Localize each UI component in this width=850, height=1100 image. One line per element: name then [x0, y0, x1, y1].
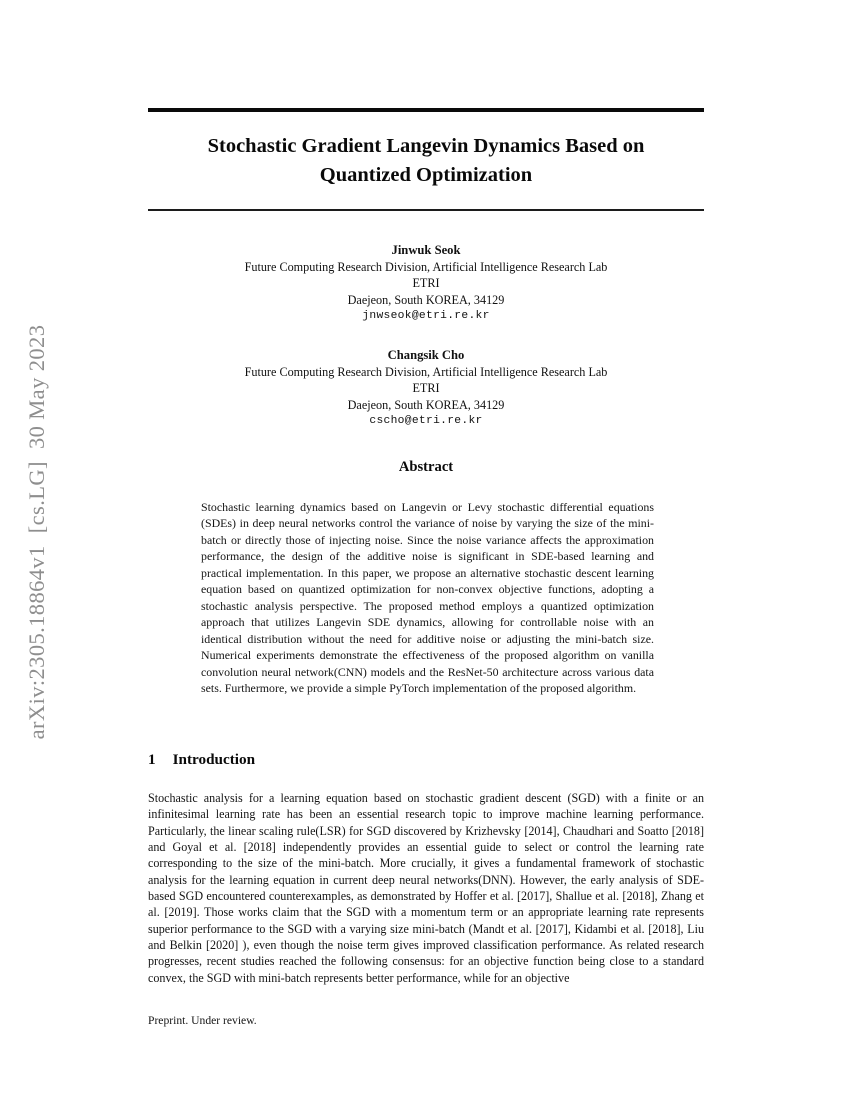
author-institution: ETRI — [412, 276, 440, 291]
arxiv-watermark: arXiv:2305.18864v1 [cs.LG] 30 May 2023 — [24, 324, 49, 740]
author-institution: ETRI — [412, 381, 440, 396]
author-address: Daejeon, South KOREA, 34129 — [347, 292, 505, 307]
section-title: Introduction — [172, 751, 256, 768]
section-heading-introduction — [148, 751, 704, 769]
paper-title — [148, 132, 704, 190]
author-affiliation: Future Computing Research Division, Artificial Intelligence Research Lab — [244, 259, 608, 274]
introduction-paragraph: Stochastic analysis for a learning equation based on stochastic gradient descent (SGD) with a finite or an infinitesimal learning rate has been an essential research topic to improve machine learning performance. Particularly, the linear scaling rule(LSR) for SGD discovered by Krizhevsky [2014], Chaudhari and Soatto [2018] and Goyal et al. [2018] independently provides an essential guide to select or control the learning rate corresponding to the size of the mini-batch. More crucially, it gives a fundamental framework of stochastic analysis for the learning equation in current deep neural networks(DNN). However, the early analysis of SDE-based SGD encountered counterexamples, as demonstrated by Hoffer et al. [2017], Shallue et al. [2018], Zhang et al. [2019]. Those works claim that the SGD with a momentum term or an appropriate learning rate represents superior performance to the SGD with a varying size mini-batch (Mandt et al. [2017], Kidambi et al. [2018], Liu and Belkin [2020] ), even though the noise term gives improved classification performance. As related research progresses, recent studies reached the following consensus: for an objective function being close to a standard convex, the SGD with mini-batch represents better performance, while for an objective — [148, 791, 704, 985]
author-email: cscho@etri.re.kr — [369, 415, 483, 428]
footer-note: Preprint. Under review. — [148, 1014, 257, 1027]
title-rule-top — [148, 108, 704, 112]
author-name: Jinwuk Seok — [391, 243, 461, 257]
section-number: 1 — [148, 751, 156, 768]
author-name: Changsik Cho — [387, 348, 465, 362]
author-affiliation: Future Computing Research Division, Artificial Intelligence Research Lab — [244, 364, 608, 379]
author-email: jnwseok@etri.re.kr — [362, 310, 490, 323]
author-address: Daejeon, South KOREA, 34129 — [347, 397, 505, 412]
author-block-1 — [148, 242, 704, 325]
paper-title-line2: Quantized Optimization — [319, 164, 533, 186]
title-rule-bottom — [148, 209, 704, 211]
abstract-heading: Abstract — [398, 459, 454, 475]
paper-title-line1: Stochastic Gradient Langevin Dynamics Based on — [207, 135, 645, 157]
abstract-text: Stochastic learning dynamics based on Langevin or Levy stochastic differential equations (SDEs) in deep neural networks control the variance of noise by varying the size of the mini-batch or directly those of injecting noise. Since the noise variance affects the approximation performance, the design of the additive noise is significant in SDE-based learning and practical implementation. In this paper, we propose an alternative stochastic descent learning equation based on quantized optimization for non-convex objective functions, adopting a stochastic analysis perspective. The proposed method employs a quantized optimization approach that utilizes Langevin SDE dynamics, allowing for controllable noise with an identical distribution without the need for additive noise or adjusting the mini-batch size. Numerical experiments demonstrate the effectiveness of the proposed algorithm on vanilla convolution neural network(CNN) models and the ResNet-50 architecture across various data sets. Furthermore, we provide a simple PyTorch implementation of the proposed algorithm. — [201, 500, 654, 695]
author-block-2 — [148, 347, 704, 430]
